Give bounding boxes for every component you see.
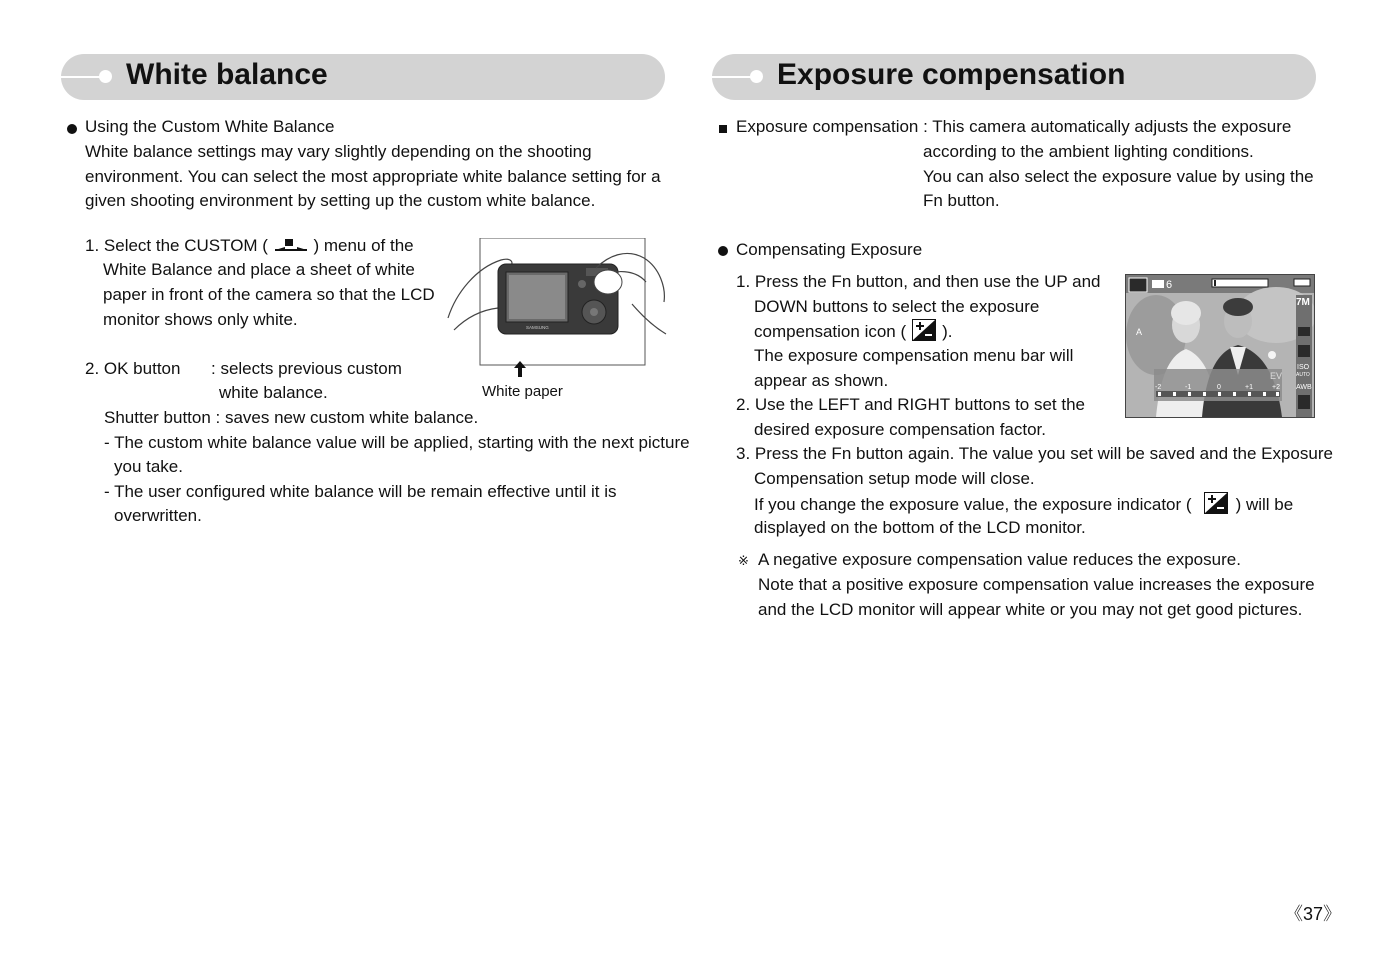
step3-icon-prefix: If you change the exposure value, the exposure indicator ( xyxy=(754,495,1192,514)
section-heading: Compensating Exposure xyxy=(736,240,923,259)
step2-line: desired exposure compensation factor. xyxy=(754,420,1047,439)
shutter-button-desc: Shutter button : saves new custom white balance. xyxy=(104,408,479,427)
header-line-decoration xyxy=(712,76,752,78)
lcd-image-size: 7M xyxy=(1296,297,1310,308)
note-text: - The user configured white balance will be remain effective until it is xyxy=(104,482,617,501)
section-header-exposure-compensation xyxy=(712,54,1316,100)
camera-brand-label: SAMSUNG xyxy=(526,325,549,330)
intro-text: environment. You can select the most appropriate white balance setting for a xyxy=(85,167,661,186)
note-text: - The custom white balance value will be applied, starting with the next picture xyxy=(104,433,690,452)
step3-line xyxy=(754,492,1293,518)
step1-suffix: ) menu of the xyxy=(313,236,414,255)
bullet-icon xyxy=(718,246,728,256)
note-mark: ※ xyxy=(738,553,749,568)
lcd-awb-label: AWB xyxy=(1296,384,1312,391)
step1-line: The exposure compensation menu bar will xyxy=(754,346,1074,365)
page-title: Exposure compensation xyxy=(777,58,1126,91)
step1-line xyxy=(85,234,414,259)
step1-line: White Balance and place a sheet of white xyxy=(103,260,415,279)
step1-icon-prefix: compensation icon ( xyxy=(754,322,907,341)
header-dot-decoration xyxy=(99,70,112,83)
step3-line: 3. Press the Fn button again. The value you set will be saved and the Exposure xyxy=(736,444,1333,463)
step2-line: 2. Use the LEFT and RIGHT buttons to set the xyxy=(736,395,1085,414)
custom-wb-icon xyxy=(273,235,309,249)
step1-icon-suffix: ). xyxy=(942,322,953,341)
step1-line: appear as shown. xyxy=(754,371,889,390)
note-text: you take. xyxy=(114,457,183,476)
step1-line: monitor shows only white. xyxy=(103,310,298,329)
definition-line: You can also select the exposure value by using the xyxy=(923,167,1314,186)
step3-line: Compensation setup mode will close. xyxy=(754,469,1035,488)
step1-line: 1. Press the Fn button, and then use the UP and xyxy=(736,272,1101,291)
lcd-iso-label: ISO xyxy=(1297,364,1310,371)
note-line: Note that a positive exposure compensation value increases the exposure xyxy=(758,575,1315,594)
definition-line: Fn button. xyxy=(923,191,1000,210)
ok-button-desc: white balance. xyxy=(219,383,328,402)
lcd-ev-tick: -1 xyxy=(1185,384,1192,391)
lcd-monitor-figure xyxy=(1125,274,1315,418)
definition-line: according to the ambient lighting conditions. xyxy=(923,142,1254,161)
lcd-ev-tick: 0 xyxy=(1217,384,1221,391)
step1-line xyxy=(754,319,953,345)
step3-icon-suffix: ) will be xyxy=(1235,495,1294,514)
lcd-ev-tick: +2 xyxy=(1272,384,1280,391)
intro-heading: Using the Custom White Balance xyxy=(85,117,335,136)
lcd-ev-tick: -2 xyxy=(1155,384,1162,391)
ok-button-desc: : selects previous custom xyxy=(211,359,402,378)
lcd-flash-mode: A xyxy=(1136,327,1143,337)
note-text: overwritten. xyxy=(114,506,202,525)
camera-white-paper-figure xyxy=(446,238,668,366)
bullet-icon xyxy=(67,124,77,134)
intro-text: White balance settings may vary slightly depending on the shooting xyxy=(85,142,592,161)
header-line-decoration xyxy=(61,76,101,78)
lcd-shots-count: 6 xyxy=(1166,279,1173,291)
exposure-indicator-icon xyxy=(1204,492,1228,514)
step1-line: DOWN buttons to select the exposure xyxy=(754,297,1040,316)
exposure-compensation-icon xyxy=(912,319,936,341)
page-title: White balance xyxy=(126,58,328,91)
note-line: and the LCD monitor will appear white or you may not get good pictures. xyxy=(758,600,1303,619)
definition-line: Exposure compensation : This camera automatically adjusts the exposure xyxy=(736,117,1292,136)
intro-text: given shooting environment by setting up the custom white balance. xyxy=(85,191,596,210)
page-number: 《37》 xyxy=(1285,904,1342,924)
lcd-ev-tick: +1 xyxy=(1245,384,1253,391)
step3-line: displayed on the bottom of the LCD monitor. xyxy=(754,518,1086,537)
note-line: A negative exposure compensation value reduces the exposure. xyxy=(758,550,1241,569)
lcd-ev-label: EV xyxy=(1270,371,1283,381)
step1-prefix: 1. Select the CUSTOM ( xyxy=(85,236,268,255)
up-arrow-icon xyxy=(513,361,527,377)
square-bullet-icon xyxy=(719,125,727,133)
lcd-iso-mode: AUTO xyxy=(1296,372,1310,378)
header-dot-decoration xyxy=(750,70,763,83)
figure-caption: White paper xyxy=(482,383,563,400)
ok-button-label: 2. OK button xyxy=(85,359,181,378)
step1-line: paper in front of the camera so that the LCD xyxy=(103,285,435,304)
section-header-white-balance xyxy=(61,54,665,100)
